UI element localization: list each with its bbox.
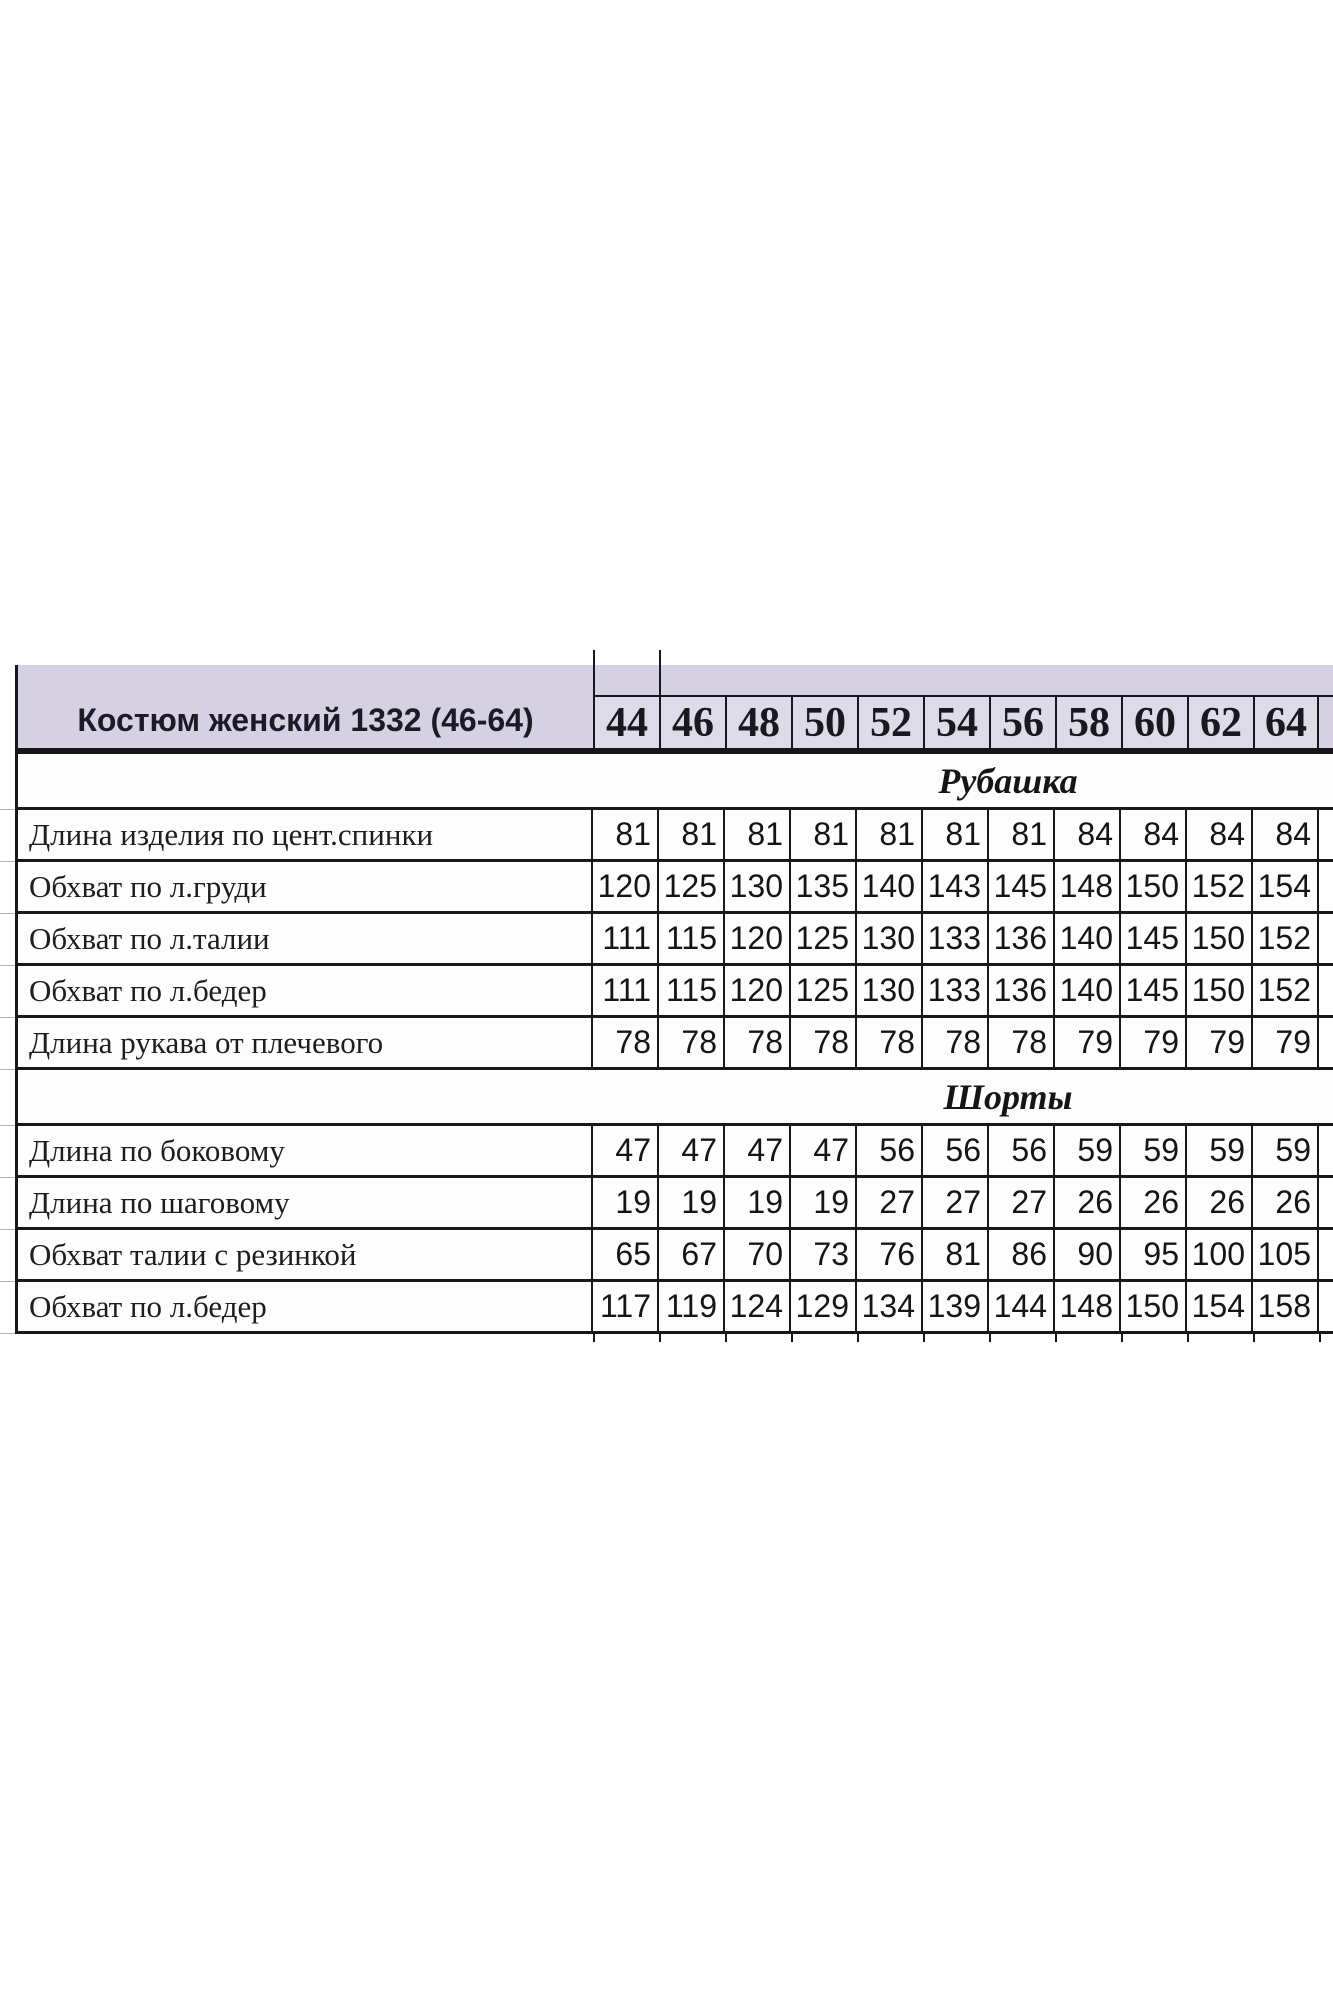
value-cell: 59 <box>1055 1126 1121 1178</box>
value-cell: 59 <box>1253 1126 1319 1178</box>
section-title: Шорты <box>943 1076 1073 1117</box>
value-cell: 140 <box>1055 914 1121 966</box>
value-cell: 56 <box>857 1126 923 1178</box>
value-cell: 150 <box>1121 862 1187 914</box>
value-cell: 136 <box>989 966 1055 1018</box>
value-cell: 26 <box>1055 1178 1121 1230</box>
value-cell: 158 <box>1253 1282 1319 1334</box>
value-cell: 154 <box>1253 862 1319 914</box>
value-cell: 78 <box>593 1018 659 1070</box>
table-row <box>0 966 1333 1018</box>
value-cell: 125 <box>791 966 857 1018</box>
gridline-sliver <box>0 810 15 862</box>
row-end-sliver <box>1319 810 1333 862</box>
value-cell: 84 <box>1187 810 1253 862</box>
value-cell: 19 <box>791 1178 857 1230</box>
value-cell: 19 <box>659 1178 725 1230</box>
value-cell: 120 <box>725 914 791 966</box>
value-cell: 27 <box>923 1178 989 1230</box>
value-cell: 56 <box>923 1126 989 1178</box>
value-cell: 115 <box>659 914 725 966</box>
value-cell: 139 <box>923 1282 989 1334</box>
value-cell: 79 <box>1121 1018 1187 1070</box>
section-row-area <box>15 1070 1333 1126</box>
value-cell: 47 <box>791 1126 857 1178</box>
size-header-cell: 62 <box>1187 697 1253 748</box>
value-cell: 154 <box>1187 1282 1253 1334</box>
gridline-sliver <box>0 966 15 1018</box>
value-cell: 120 <box>593 862 659 914</box>
value-cell: 26 <box>1121 1178 1187 1230</box>
cutoff-column-border-line <box>659 650 661 697</box>
value-cell: 150 <box>1187 914 1253 966</box>
row-label: Длина изделия по цент.спинки <box>15 810 593 862</box>
gridline-sliver <box>0 754 15 810</box>
row-label: Обхват по л.груди <box>15 862 593 914</box>
value-cell: 47 <box>659 1126 725 1178</box>
value-cell: 129 <box>791 1282 857 1334</box>
cutoff-cell-stubs <box>593 1334 1321 1342</box>
table-row <box>0 810 1333 862</box>
value-cell: 150 <box>1121 1282 1187 1334</box>
value-cell: 133 <box>923 914 989 966</box>
row-end-sliver <box>1319 1018 1333 1070</box>
table-row <box>0 914 1333 966</box>
table-row <box>0 862 1333 914</box>
gridline-sliver <box>0 1282 15 1334</box>
value-cell: 145 <box>989 862 1055 914</box>
value-cell: 81 <box>923 1230 989 1282</box>
value-cell: 27 <box>989 1178 1055 1230</box>
value-cell: 115 <box>659 966 725 1018</box>
value-cell: 100 <box>1187 1230 1253 1282</box>
value-cell: 111 <box>593 966 659 1018</box>
value-cell: 134 <box>857 1282 923 1334</box>
row-end-sliver <box>1319 914 1333 966</box>
value-cell: 125 <box>659 862 725 914</box>
value-cell: 47 <box>725 1126 791 1178</box>
value-cell: 19 <box>725 1178 791 1230</box>
size-header-cell: 44 <box>593 697 659 748</box>
value-cell: 81 <box>791 810 857 862</box>
value-cell: 81 <box>593 810 659 862</box>
value-cell: 59 <box>1187 1126 1253 1178</box>
value-cell: 152 <box>1187 862 1253 914</box>
table-row <box>0 1282 1333 1334</box>
row-end-sliver <box>1319 862 1333 914</box>
row-end-sliver <box>1319 1126 1333 1178</box>
value-cell: 76 <box>857 1230 923 1282</box>
gridline-sliver <box>0 1178 15 1230</box>
cutoff-column-border-line <box>593 650 595 697</box>
value-cell: 140 <box>1055 966 1121 1018</box>
size-chart-table <box>0 650 1333 1342</box>
value-cell: 152 <box>1253 966 1319 1018</box>
value-cell: 27 <box>857 1178 923 1230</box>
value-cell: 59 <box>1121 1126 1187 1178</box>
value-cell: 84 <box>1055 810 1121 862</box>
value-cell: 130 <box>857 914 923 966</box>
row-label: Обхват по л.талии <box>15 914 593 966</box>
value-cell: 136 <box>989 914 1055 966</box>
value-cell: 81 <box>725 810 791 862</box>
value-cell: 65 <box>593 1230 659 1282</box>
value-cell: 81 <box>857 810 923 862</box>
section-row <box>0 1070 1333 1126</box>
table-title: Костюм женский 1332 (46-64) <box>77 702 534 738</box>
table-row <box>0 1230 1333 1282</box>
value-cell: 73 <box>791 1230 857 1282</box>
size-header-cell: 46 <box>659 697 725 748</box>
value-cell: 78 <box>659 1018 725 1070</box>
value-cell: 26 <box>1187 1178 1253 1230</box>
row-label: Длина рукава от плечевого <box>15 1018 593 1070</box>
size-header-row <box>593 697 1333 748</box>
section-title: Рубашка <box>938 760 1078 801</box>
section-row <box>0 754 1333 810</box>
value-cell: 117 <box>593 1282 659 1334</box>
row-label: Длина по боковому <box>15 1126 593 1178</box>
value-cell: 79 <box>1187 1018 1253 1070</box>
value-cell: 119 <box>659 1282 725 1334</box>
value-cell: 148 <box>1055 1282 1121 1334</box>
value-cell: 84 <box>1121 810 1187 862</box>
value-cell: 56 <box>989 1126 1055 1178</box>
value-cell: 81 <box>659 810 725 862</box>
value-cell: 145 <box>1121 914 1187 966</box>
gridline-sliver <box>0 862 15 914</box>
value-cell: 19 <box>593 1178 659 1230</box>
value-cell: 135 <box>791 862 857 914</box>
value-cell: 124 <box>725 1282 791 1334</box>
value-cell: 26 <box>1253 1178 1319 1230</box>
value-cell: 152 <box>1253 914 1319 966</box>
row-label: Обхват по л.бедер <box>15 1282 593 1334</box>
value-cell: 78 <box>923 1018 989 1070</box>
size-header-cell: 58 <box>1055 697 1121 748</box>
gridline-sliver <box>0 1070 15 1126</box>
gridline-sliver <box>0 1230 15 1282</box>
value-cell: 67 <box>659 1230 725 1282</box>
value-cell: 79 <box>1253 1018 1319 1070</box>
table-body <box>0 754 1333 1334</box>
size-header-cell: 60 <box>1121 697 1187 748</box>
value-cell: 95 <box>1121 1230 1187 1282</box>
value-cell: 133 <box>923 966 989 1018</box>
table-row <box>0 1178 1333 1230</box>
size-header-cell: 54 <box>923 697 989 748</box>
value-cell: 47 <box>593 1126 659 1178</box>
row-label: Длина по шаговому <box>15 1178 593 1230</box>
gridline-sliver <box>0 914 15 966</box>
row-label: Обхват по л.бедер <box>15 966 593 1018</box>
size-header-cell: 64 <box>1253 697 1319 748</box>
value-cell: 81 <box>989 810 1055 862</box>
value-cell: 70 <box>725 1230 791 1282</box>
size-header-cell: 56 <box>989 697 1055 748</box>
value-cell: 79 <box>1055 1018 1121 1070</box>
gridline-sliver <box>0 1126 15 1178</box>
gridline-sliver <box>0 1018 15 1070</box>
row-end-sliver <box>1319 1230 1333 1282</box>
row-label: Обхват талии с резинкой <box>15 1230 593 1282</box>
value-cell: 144 <box>989 1282 1055 1334</box>
table-row <box>0 1126 1333 1178</box>
row-end-sliver <box>1319 1178 1333 1230</box>
table-header <box>0 650 1333 748</box>
row-end-sliver <box>1319 966 1333 1018</box>
value-cell: 143 <box>923 862 989 914</box>
value-cell: 145 <box>1121 966 1187 1018</box>
value-cell: 84 <box>1253 810 1319 862</box>
section-row-area <box>15 754 1333 810</box>
value-cell: 148 <box>1055 862 1121 914</box>
value-cell: 90 <box>1055 1230 1121 1282</box>
value-cell: 86 <box>989 1230 1055 1282</box>
value-cell: 130 <box>725 862 791 914</box>
value-cell: 78 <box>989 1018 1055 1070</box>
value-cell: 120 <box>725 966 791 1018</box>
value-cell: 105 <box>1253 1230 1319 1282</box>
value-cell: 78 <box>791 1018 857 1070</box>
size-header-cell: 52 <box>857 697 923 748</box>
size-header-cell: 48 <box>725 697 791 748</box>
value-cell: 140 <box>857 862 923 914</box>
value-cell: 111 <box>593 914 659 966</box>
size-header-cell: 50 <box>791 697 857 748</box>
table-row <box>0 1018 1333 1070</box>
value-cell: 130 <box>857 966 923 1018</box>
value-cell: 81 <box>923 810 989 862</box>
row-end-sliver <box>1319 1282 1333 1334</box>
value-cell: 78 <box>857 1018 923 1070</box>
value-cell: 125 <box>791 914 857 966</box>
value-cell: 78 <box>725 1018 791 1070</box>
value-cell: 150 <box>1187 966 1253 1018</box>
